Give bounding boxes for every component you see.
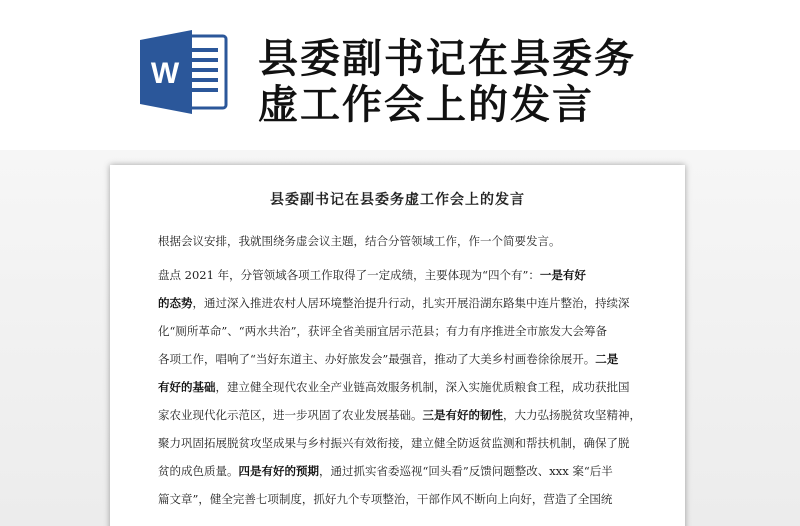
paragraph-line: 化“厕所革命”、“两水共治”，获评全省美丽宜居示范县；有力有序推进全市旅发大会筹备 bbox=[158, 324, 608, 338]
page-title-line2: 虚工作会上的发言 bbox=[258, 82, 594, 128]
paragraph-line: 各项工作，唱响了“当好东道主、办好旅发会”最强音，推动了大美乡村画卷徐徐展开。二是 bbox=[158, 352, 619, 366]
paragraph-line: 聚力巩固拓展脱贫攻坚成果与乡村振兴有效衔接，建立健全防返贫监测和帮扶机制，确保了脱 bbox=[158, 436, 630, 450]
document-page bbox=[110, 165, 685, 526]
bold-phrase: 二是 bbox=[595, 352, 619, 366]
paragraph-intro bbox=[158, 227, 648, 255]
bold-phrase: 有好的基础 bbox=[158, 380, 216, 394]
header-banner bbox=[0, 0, 800, 150]
word-icon-letter: W bbox=[150, 57, 180, 90]
word-icon bbox=[140, 30, 230, 114]
paragraph-line: 有好的基础，建立健全现代农业全产业链高效服务机制，深入实施优质粮食工程，成功获批国 bbox=[158, 380, 630, 394]
paragraph-line: 的态势，通过深入推进农村人居环境整治提升行动，扎实开展沿湖东路集中连片整治，持续深 bbox=[158, 296, 630, 310]
page-title-line1: 县委副书记在县委务 bbox=[258, 36, 636, 82]
paragraph-line: 篇文章”，健全完善七项制度，抓好九个专项整治，干部作风不断向上向好，营造了全国统 bbox=[158, 492, 613, 506]
paragraph-line: 根据会议安排，我就围绕务虚会议主题，结合分管领域工作，作一个简要发言。 bbox=[158, 234, 561, 248]
bold-phrase: 四是有好的预期 bbox=[238, 464, 319, 478]
paragraph-body bbox=[158, 261, 648, 513]
paragraph-line: 贫的成色质量。四是有好的预期，通过抓实省委巡视“回头看”反馈问题整改、xxx 案“后半 bbox=[158, 464, 613, 478]
bold-phrase: 三是有好的韧性 bbox=[422, 408, 503, 422]
bold-phrase: 的态势 bbox=[158, 296, 193, 310]
document-title: 县委副书记在县委务虚工作会上的发言 bbox=[270, 192, 525, 208]
paragraph-line: 盘点 2021 年，分管领域各项工作取得了一定成绩，主要体现为“四个有”：一是有好 bbox=[158, 268, 586, 282]
bold-phrase: 一是有好 bbox=[539, 268, 586, 282]
paragraph-line: 家农业现代化示范区，进一步巩固了农业发展基础。三是有好的韧性，大力弘扬脱贫攻坚精神， bbox=[158, 408, 641, 422]
